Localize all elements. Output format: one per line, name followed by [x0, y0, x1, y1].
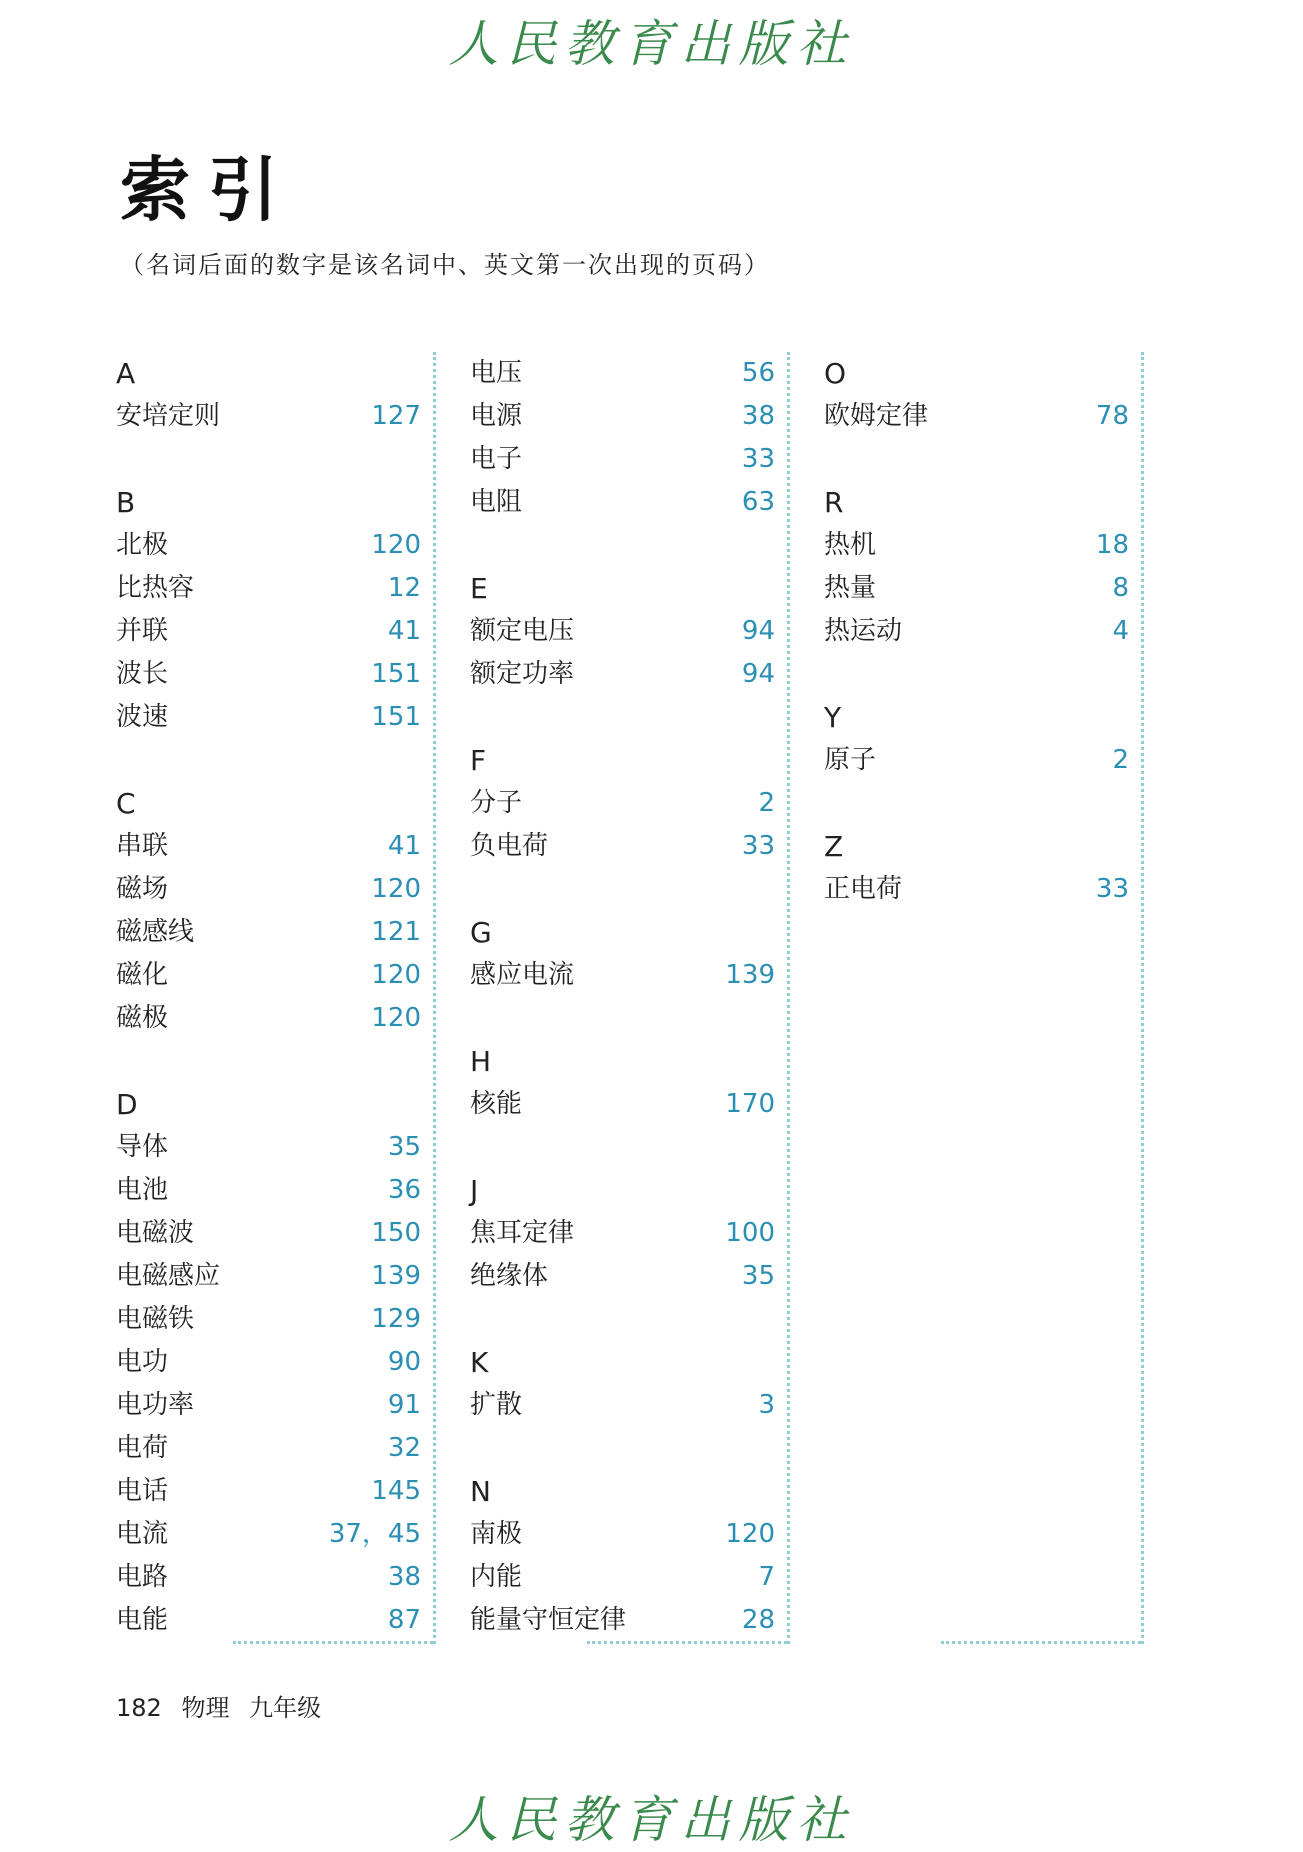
footer	[116, 1688, 333, 1723]
entry-term: 分子	[470, 788, 523, 818]
entry-page-number: 3	[758, 1390, 775, 1420]
entry-term: 磁场	[116, 874, 169, 904]
entry-page-number: 170	[725, 1089, 775, 1119]
footer-grade: 九年级	[249, 1694, 322, 1722]
entry-term: 焦耳定律	[470, 1218, 575, 1248]
entry-page-number: 56	[741, 358, 775, 388]
index-entry	[824, 610, 1129, 653]
index-entry	[470, 1556, 775, 1599]
index-entry	[116, 1212, 421, 1255]
entry-term: 绝缘体	[470, 1261, 549, 1291]
entry-term: 热量	[824, 573, 877, 603]
entry-term: 电压	[470, 358, 523, 388]
entry-term: 波速	[116, 702, 169, 732]
index-section	[116, 782, 421, 1040]
index-entry	[116, 610, 421, 653]
index-section	[116, 352, 421, 438]
entry-page-number: 38	[387, 1562, 421, 1592]
entry-page-number: 35	[387, 1132, 421, 1162]
entry-term: 热运动	[824, 616, 903, 646]
entry-page-number: 63	[741, 487, 775, 517]
index-entry	[470, 825, 775, 868]
section-letter: D	[116, 1088, 138, 1121]
section-letter: R	[824, 486, 844, 519]
index-entry	[116, 1427, 421, 1470]
index-entry	[116, 524, 421, 567]
section-letter: Y	[824, 701, 842, 734]
entry-term: 磁极	[116, 1003, 169, 1033]
index-entry	[116, 1599, 421, 1642]
entry-page-number: 33	[741, 444, 775, 474]
section-letter: G	[470, 916, 492, 949]
entry-page-number: 2	[1112, 745, 1129, 775]
entry-term: 电池	[116, 1175, 169, 1205]
index-entry	[116, 1255, 421, 1298]
entry-page-number: 37，45	[328, 1519, 421, 1549]
index-entry	[116, 1341, 421, 1384]
index-entry	[116, 395, 421, 438]
entry-term: 内能	[470, 1562, 523, 1592]
index-entry	[116, 1556, 421, 1599]
entry-page-number: 32	[387, 1433, 421, 1463]
entry-term: 电阻	[470, 487, 523, 517]
index-entry	[470, 1384, 775, 1427]
entry-page-number: 36	[387, 1175, 421, 1205]
section-letter: N	[470, 1475, 491, 1508]
index-section	[470, 911, 775, 997]
publisher-logo-top: 人民教育出版社	[448, 15, 855, 73]
entry-page-number: 7	[758, 1562, 775, 1592]
entry-term: 电话	[116, 1476, 169, 1506]
entry-page-number: 94	[741, 659, 775, 689]
index-entry	[824, 395, 1129, 438]
index-entry	[116, 653, 421, 696]
entry-term: 额定功率	[470, 659, 575, 689]
index-section	[824, 481, 1129, 653]
page-title: 索引	[120, 148, 296, 231]
section-letter: F	[470, 744, 487, 777]
entry-term: 电源	[470, 401, 523, 431]
entry-term: 电子	[470, 444, 523, 474]
entry-page-number: 41	[387, 831, 421, 861]
section-letter: E	[470, 572, 488, 605]
entry-page-number: 33	[741, 831, 775, 861]
column-bottom-rule-2	[587, 1641, 787, 1644]
index-section	[824, 352, 1129, 438]
entry-term: 感应电流	[470, 960, 575, 990]
index-section	[470, 1040, 775, 1126]
index-entry	[470, 954, 775, 997]
index-column-3	[824, 352, 1129, 954]
entry-term: 电流	[116, 1519, 169, 1549]
entry-term: 原子	[824, 745, 877, 775]
entry-page-number: 38	[741, 401, 775, 431]
entry-page-number: 151	[371, 702, 421, 732]
index-entry	[824, 868, 1129, 911]
entry-page-number: 120	[371, 960, 421, 990]
index-entry	[116, 825, 421, 868]
entry-page-number: 41	[387, 616, 421, 646]
entry-term: 电磁感应	[116, 1261, 221, 1291]
column-divider-1	[433, 352, 436, 1644]
entry-term: 负电荷	[470, 831, 549, 861]
entry-term: 北极	[116, 530, 169, 560]
page-subtitle: （名词后面的数字是该名词中、英文第一次出现的页码）	[120, 251, 770, 279]
entry-page-number: 120	[371, 874, 421, 904]
index-entry	[470, 782, 775, 825]
entry-term: 南极	[470, 1519, 523, 1549]
section-letter: O	[824, 357, 847, 390]
footer-page-number: 182	[116, 1694, 162, 1722]
section-letter: K	[470, 1346, 489, 1379]
index-entry	[116, 997, 421, 1040]
index-entry	[470, 1212, 775, 1255]
entry-page-number: 139	[371, 1261, 421, 1291]
entry-term: 比热容	[116, 573, 195, 603]
entry-term: 电路	[116, 1562, 169, 1592]
entry-page-number: 100	[725, 1218, 775, 1248]
index-entry	[116, 868, 421, 911]
index-entry	[116, 1384, 421, 1427]
entry-page-number: 12	[387, 573, 421, 603]
entry-term: 电能	[116, 1605, 169, 1635]
column-bottom-rule-1	[233, 1641, 433, 1644]
publisher-logo-bottom: 人民教育出版社	[448, 1791, 855, 1849]
entry-term: 安培定则	[116, 401, 221, 431]
entry-term: 导体	[116, 1132, 169, 1162]
entry-page-number: 91	[387, 1390, 421, 1420]
section-letter: B	[116, 486, 136, 519]
entry-term: 额定电压	[470, 616, 575, 646]
index-entry	[470, 1255, 775, 1298]
entry-term: 电磁铁	[116, 1304, 195, 1334]
entry-page-number: 33	[1095, 874, 1129, 904]
entry-page-number: 94	[741, 616, 775, 646]
section-letter: J	[470, 1174, 479, 1207]
index-entry	[470, 395, 775, 438]
entry-page-number: 78	[1095, 401, 1129, 431]
index-entry	[824, 567, 1129, 610]
index-entry	[470, 1083, 775, 1126]
entry-page-number: 150	[371, 1218, 421, 1248]
entry-page-number: 35	[741, 1261, 775, 1291]
index-entry	[470, 1599, 775, 1642]
entry-term: 电功	[116, 1347, 169, 1377]
entry-term: 扩散	[470, 1390, 523, 1420]
index-entry	[470, 352, 775, 395]
footer-subject: 物理	[181, 1694, 230, 1722]
entry-page-number: 2	[758, 788, 775, 818]
entry-page-number: 151	[371, 659, 421, 689]
index-entry	[116, 911, 421, 954]
entry-page-number: 90	[387, 1347, 421, 1377]
index-entry	[470, 610, 775, 653]
index-entry	[470, 438, 775, 481]
entry-term: 正电荷	[824, 874, 903, 904]
entry-term: 电功率	[116, 1390, 195, 1420]
index-section	[116, 1083, 421, 1642]
index-section	[470, 567, 775, 696]
entry-page-number: 18	[1095, 530, 1129, 560]
entry-page-number: 120	[371, 1003, 421, 1033]
index-entry	[116, 696, 421, 739]
entry-page-number: 120	[725, 1519, 775, 1549]
entry-page-number: 87	[387, 1605, 421, 1635]
entry-page-number: 127	[371, 401, 421, 431]
index-entry	[116, 1470, 421, 1513]
entry-page-number: 8	[1112, 573, 1129, 603]
section-letter: Z	[824, 830, 844, 863]
entry-term: 串联	[116, 831, 169, 861]
index-entry	[824, 739, 1129, 782]
entry-term: 电荷	[116, 1433, 169, 1463]
index-section	[116, 481, 421, 739]
entry-term: 波长	[116, 659, 169, 689]
entry-page-number: 139	[725, 960, 775, 990]
entry-page-number: 129	[371, 1304, 421, 1334]
index-entry	[116, 1298, 421, 1341]
index-entry	[116, 1513, 421, 1556]
entry-term: 磁化	[116, 960, 169, 990]
entry-term: 磁感线	[116, 917, 195, 947]
index-entry	[116, 1169, 421, 1212]
column-divider-3	[1141, 352, 1144, 1644]
column-divider-2	[787, 352, 790, 1644]
entry-page-number: 121	[371, 917, 421, 947]
index-entry	[116, 567, 421, 610]
index-column-1	[116, 352, 421, 1685]
index-section	[470, 739, 775, 868]
section-letter: C	[116, 787, 136, 820]
entry-term: 核能	[470, 1089, 523, 1119]
index-entry	[116, 1126, 421, 1169]
entry-term: 欧姆定律	[824, 401, 929, 431]
entry-term: 能量守恒定律	[470, 1605, 627, 1635]
entry-term: 电磁波	[116, 1218, 195, 1248]
column-bottom-rule-3	[941, 1641, 1141, 1644]
section-letter: H	[470, 1045, 492, 1078]
entry-page-number: 120	[371, 530, 421, 560]
index-section	[470, 1169, 775, 1298]
index-section	[824, 696, 1129, 782]
index-entry	[470, 1513, 775, 1556]
entry-page-number: 145	[371, 1476, 421, 1506]
entry-term: 热机	[824, 530, 877, 560]
entry-page-number: 28	[741, 1605, 775, 1635]
index-entry	[116, 954, 421, 997]
index-section	[824, 825, 1129, 911]
entry-term: 并联	[116, 616, 169, 646]
index-section	[470, 1341, 775, 1427]
index-column-2	[470, 352, 775, 1685]
index-section	[470, 1470, 775, 1642]
index-entry	[470, 653, 775, 696]
section-letter: A	[116, 357, 136, 390]
entry-page-number: 4	[1112, 616, 1129, 646]
index-section	[470, 352, 775, 524]
index-entry	[470, 481, 775, 524]
index-entry	[824, 524, 1129, 567]
